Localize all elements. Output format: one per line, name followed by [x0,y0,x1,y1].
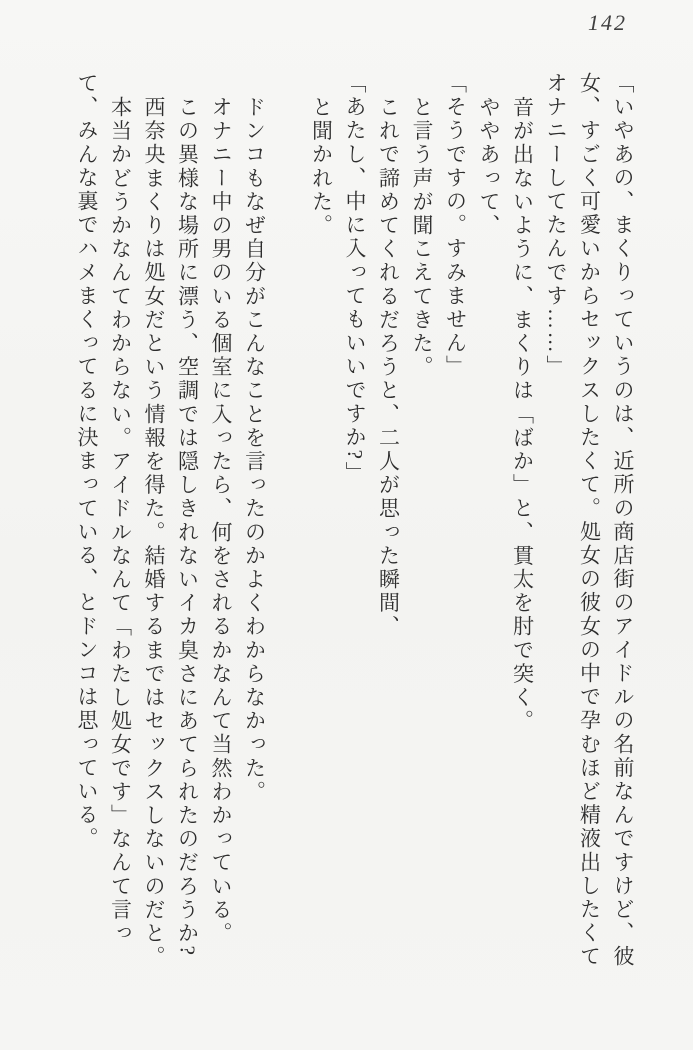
page-number: 142 [588,10,627,35]
text-line: 西奈央まくりは処女だという情報を得た。結婚するまではセックスしないのだと。 [142,96,166,970]
text-line: 「いやあの、まくりっていうのは、近所の商店街のアイドルの名前なんですけど、彼女、すごく可愛いからセックスしたくて。処女の彼女の中で孕むほど精液出したくてオナニーしてたんです……」 [544,72,635,969]
text-line: これで諦めてくれるだろうと、二人が思った瞬間、 [376,96,401,639]
page-text [36,72,639,990]
text-line: ドンコもなぜ自分がこんなことを言ったのかよくわからなかった。 [242,96,267,804]
text-line: オナニー中の男のいる個室に入ったら、何をされるかなんて当然わかっている。 [209,96,233,946]
text-line: 「そうですの。すみません」 [443,72,468,379]
text-line: 本当かどうかなんてわからない。アイドルなんて「わたし処女です」なんて言って、みんな裏でハメまくってるに決まっている、とドンコは思っている。 [75,72,133,946]
text-line: と聞かれた。 [309,96,334,238]
text-line: 音が出ないように、まくりは「ばか」と、貫太を肘で突く。 [510,96,535,734]
text-line: ややあって、 [477,96,501,238]
text-line: 「あたし、中に入ってもいいですか?」 [343,72,367,486]
text-line: と言う声が聞こえてきた。 [410,96,434,380]
text-line: この異様な場所に漂う、空調では隠しきれないイカ臭さにあてられたのだろうか? [175,96,200,958]
